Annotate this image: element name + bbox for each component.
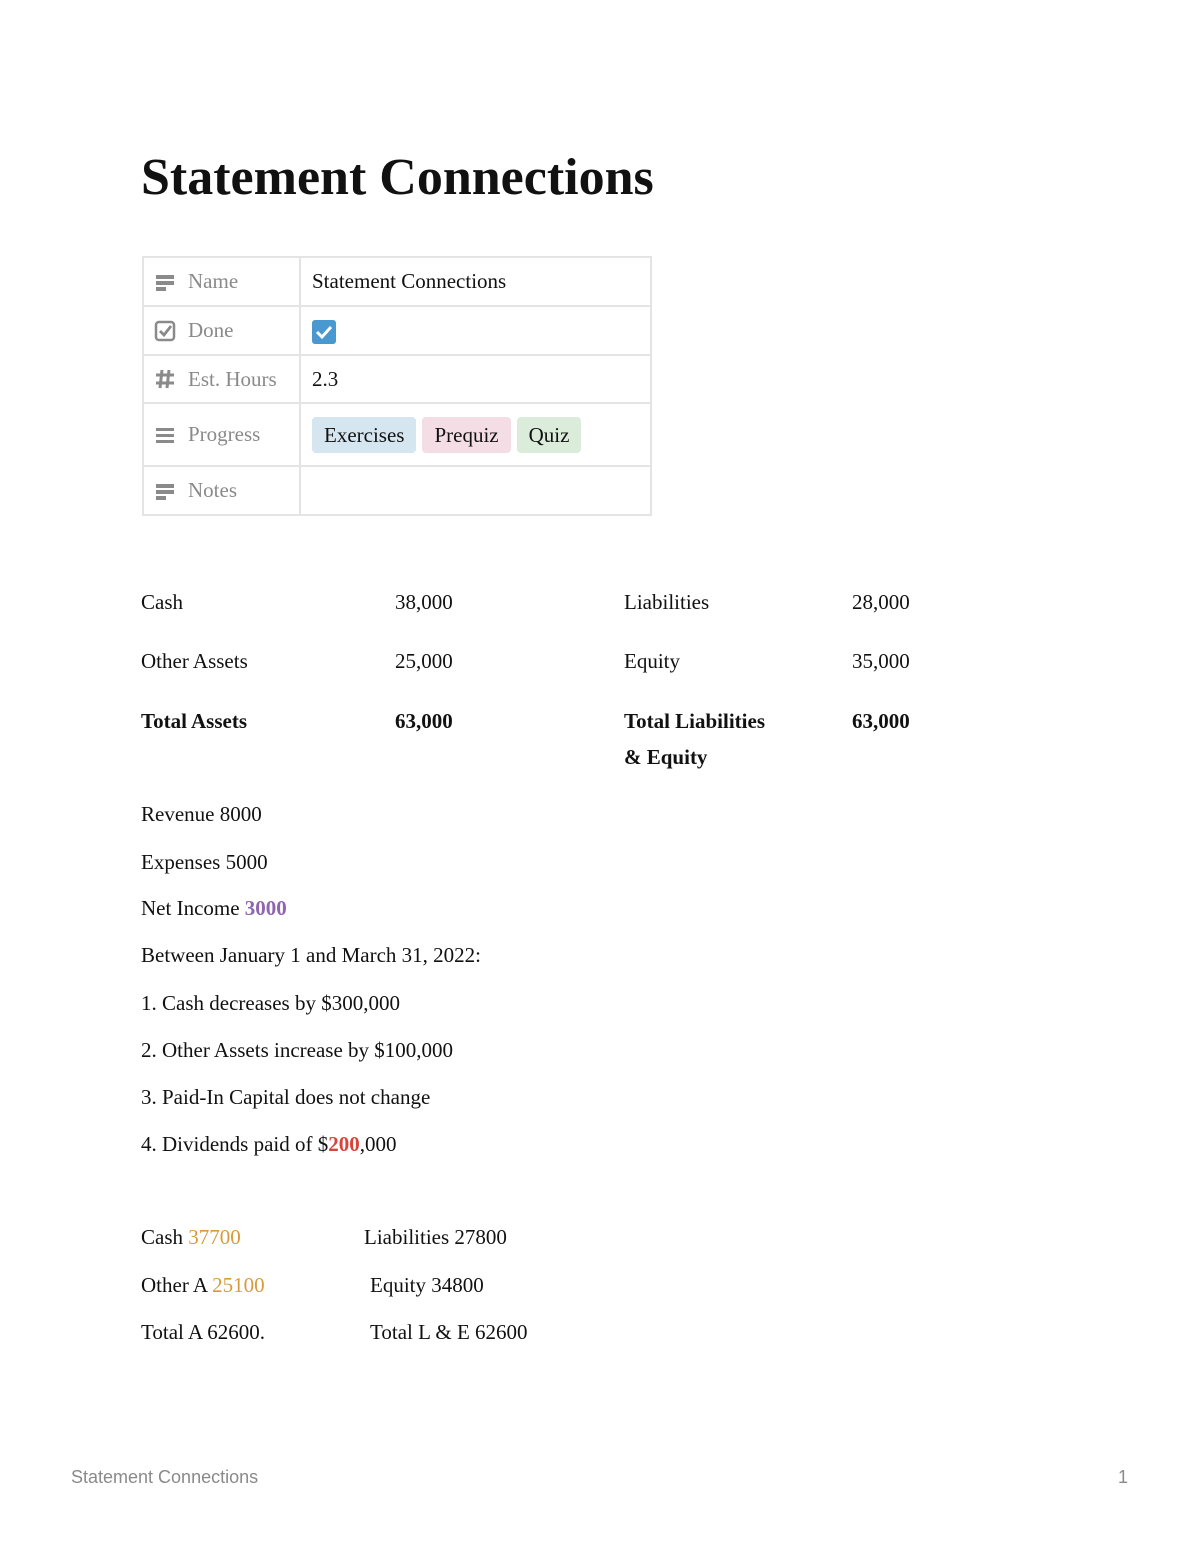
tag-exercises[interactable]: Exercises: [312, 417, 416, 453]
new-liabilities-line: Liabilities 27800: [364, 1225, 507, 1249]
revenue-line: Revenue 8000: [141, 802, 262, 826]
list-icon: [154, 424, 176, 446]
property-key: [143, 257, 300, 306]
properties-table: [142, 256, 652, 516]
liabilities-label: Liabilities: [624, 590, 710, 614]
text-icon: [154, 271, 176, 293]
done-checkbox[interactable]: [312, 320, 336, 344]
tag-prequiz[interactable]: Prequiz: [422, 417, 510, 453]
property-value-notes[interactable]: [300, 466, 651, 515]
new-cash-label: Cash: [141, 1225, 189, 1249]
total-le-label-line2: & Equity: [624, 745, 708, 769]
new-other-label: Other A: [141, 1273, 213, 1297]
total-assets-value: 63,000: [395, 709, 453, 733]
new-equity-line: Equity 34800: [370, 1273, 484, 1297]
property-row-est-hours: [143, 355, 651, 403]
property-key: [143, 306, 300, 355]
property-key: [143, 403, 300, 466]
property-key: [143, 355, 300, 403]
page-number: 1: [1118, 1467, 1129, 1487]
checkbox-icon: [154, 320, 176, 342]
cash-value: 38,000: [395, 590, 453, 614]
footer-title: Statement Connections: [71, 1467, 259, 1487]
new-cash-line: [141, 1224, 241, 1250]
expenses-line: Expenses 5000: [141, 850, 268, 874]
new-total-le-line: Total L & E 62600: [370, 1320, 528, 1344]
property-row-name: [143, 257, 651, 306]
equity-label: Equity: [624, 649, 680, 673]
change-item-3: 3. Paid-In Capital does not change: [141, 1085, 431, 1109]
tag-quiz[interactable]: Quiz: [517, 417, 582, 453]
property-row-notes: [143, 466, 651, 515]
text-icon: [154, 480, 176, 502]
total-le-label-line1: Total Liabilities: [624, 709, 766, 733]
page-title: Statement Connections: [141, 149, 654, 206]
new-total-assets-line: Total A 62600.: [141, 1320, 265, 1344]
new-other-assets-line: [141, 1272, 265, 1298]
new-cash-value: 37700: [188, 1225, 241, 1249]
check-icon: [312, 320, 336, 344]
property-label-name: Name: [188, 269, 239, 293]
property-value-name[interactable]: Statement Connections: [300, 257, 651, 306]
cash-label: Cash: [141, 590, 183, 614]
property-row-progress: [143, 403, 651, 466]
total-le-value: 63,000: [852, 709, 910, 733]
changes-intro: Between January 1 and March 31, 2022:: [141, 943, 481, 967]
property-value-est-hours[interactable]: 2.3: [300, 355, 651, 403]
net-income-label: Net Income: [141, 896, 245, 920]
property-label-est-hours: Est. Hours: [188, 366, 277, 391]
hash-icon: [154, 368, 176, 390]
new-other-value: 25100: [212, 1273, 265, 1297]
net-income-line: [141, 895, 287, 921]
change-item-4-suffix: ,000: [359, 1132, 397, 1156]
liabilities-value: 28,000: [852, 590, 910, 614]
property-label-progress: Progress: [188, 422, 261, 446]
equity-value: 35,000: [852, 649, 910, 673]
change-item-2: 2. Other Assets increase by $100,000: [141, 1038, 454, 1062]
change-item-4-prefix: 4. Dividends paid of $: [141, 1132, 329, 1156]
property-row-done: [143, 306, 651, 355]
net-income-value: 3000: [244, 896, 287, 920]
other-assets-label: Other Assets: [141, 649, 248, 673]
total-assets-label: Total Assets: [141, 709, 247, 733]
property-label-done: Done: [188, 318, 234, 342]
property-key: [143, 466, 300, 515]
property-label-notes: Notes: [188, 478, 237, 502]
property-value-done: [300, 306, 651, 355]
property-value-progress: [300, 403, 651, 466]
other-assets-value: 25,000: [395, 649, 453, 673]
change-item-1: 1. Cash decreases by $300,000: [141, 991, 400, 1015]
change-item-4: [141, 1131, 396, 1157]
change-item-4-highlight: 200: [328, 1132, 360, 1156]
